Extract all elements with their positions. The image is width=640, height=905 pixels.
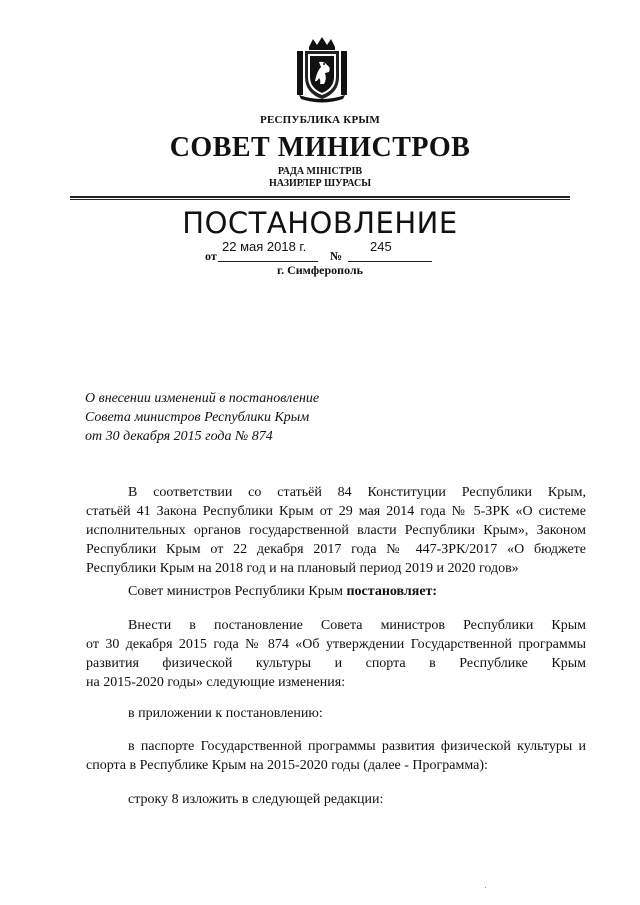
council-name-crimean-tatar: НАЗИРЛЕР ШУРАСЫ [268, 178, 372, 189]
paragraph-line: статьёй 41 Закона Республики Крым от 29 мая 2014 года № 5-ЗРК «О системе [86, 504, 586, 519]
decree-date: 22 мая 2018 г. [222, 239, 307, 254]
paragraph-line: на 2015-2020 годы» следующие изменения: [86, 675, 346, 690]
number-underline [348, 261, 432, 262]
paragraph-line: развития физической культуры и спорта в Республике Крым [86, 656, 586, 671]
resolution-keyword: постановляет: [346, 584, 438, 599]
resolution-paragraph [86, 582, 628, 601]
decree-title-line: Совета министров Республики Крым [85, 410, 310, 425]
paragraph-line: спорта в Республике Крым на 2015-2020 годы (далее - Программа): [86, 758, 488, 773]
date-underline [218, 261, 318, 262]
date-prefix: от [205, 249, 217, 263]
crimea-coat-of-arms-icon [293, 37, 351, 103]
paragraph-line: В соответствии со статьёй 84 Конституции Республики Крым, [128, 485, 586, 500]
passport-paragraph [86, 737, 586, 775]
paragraph-line: Республики Крым от 22 декабря 2017 года № 447-ЗРК/2017 «О бюджете [86, 542, 586, 557]
number-prefix: № [330, 249, 343, 263]
city: г. Симферополь [277, 263, 363, 277]
decree-title-line: О внесении изменений в постановление [85, 391, 320, 406]
paragraph-line: в паспорте Государственной программы развития физической культуры и [128, 739, 586, 754]
annex-paragraph: в приложении к постановлению: [128, 706, 323, 721]
decree-title [85, 389, 319, 446]
decree-title-line: от 30 декабря 2015 года № 874 [85, 429, 273, 444]
republic-name: РЕСПУБЛИКА КРЫМ [260, 114, 380, 126]
paragraph-line: исполнительных органов государственной власти Республики Крым», Законом [86, 523, 586, 538]
decree-number: 245 [370, 239, 392, 254]
council-name-ukrainian: РАДА МІНІСТРІВ [277, 166, 363, 177]
resolution-text: Совет министров Республики Крым [128, 584, 347, 599]
header-divider-thin [70, 199, 570, 200]
council-name: СОВЕТ МИНИСТРОВ [169, 132, 471, 163]
paragraph-line: от 30 декабря 2015 года № 874 «Об утверждении Государственной программы [86, 637, 586, 652]
paragraph-line: Внести в постановление Совета министров Республики Крым [128, 618, 586, 633]
scan-speck [485, 887, 486, 888]
preamble-paragraph [86, 483, 586, 578]
document-type: ПОСТАНОВЛЕНИЕ [182, 206, 458, 240]
paragraph-line: Республики Крым на 2018 год и на плановый период 2019 и 2020 годов» [86, 561, 519, 576]
header-divider-thick [70, 196, 570, 198]
line-8-paragraph: строку 8 изложить в следующей редакции: [128, 792, 384, 807]
amendment-paragraph [86, 616, 586, 692]
